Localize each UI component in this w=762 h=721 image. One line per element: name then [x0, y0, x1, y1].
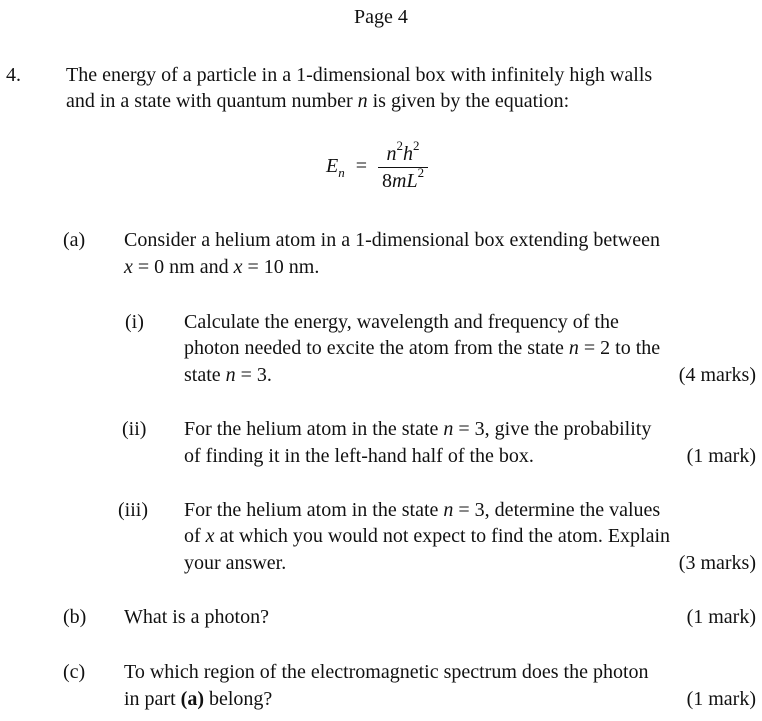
- part-a-iii-line3: your answer.: [184, 552, 287, 574]
- numerator-n-exp: 2: [396, 138, 404, 154]
- part-a-ii-line1: [184, 416, 651, 442]
- question-number: 4.: [6, 64, 21, 86]
- intro-var-n: n: [357, 90, 368, 112]
- page-header: Page 4: [354, 6, 408, 28]
- equation-fraction: [378, 138, 428, 194]
- part-a-ii-line1-post: = 3, give the probability: [453, 418, 652, 440]
- numerator-h: h: [403, 143, 414, 165]
- part-a-line1: Consider a helium atom in a 1-dimensional box extending between: [124, 229, 660, 251]
- part-a-ii-line1-var: n: [443, 418, 454, 440]
- denominator-L: L: [406, 170, 418, 192]
- part-c-marks: (1 mark): [686, 688, 756, 710]
- part-a-eq1: = 0 nm and: [132, 256, 234, 278]
- part-a-var-x1: x: [124, 256, 133, 278]
- energy-equation: [326, 138, 428, 194]
- part-a-iii-line2-pre: of: [184, 525, 206, 547]
- numerator-h-exp: 2: [413, 138, 420, 154]
- part-a-label: (a): [63, 229, 86, 251]
- part-a-var-x2: x: [233, 256, 243, 278]
- part-a-iii-line1-pre: For the helium atom in the state: [184, 499, 444, 521]
- equation-equals: =: [355, 155, 367, 178]
- part-a-i-line2-post: = 2 to the: [578, 337, 661, 359]
- part-a-i-marks: (4 marks): [678, 364, 756, 386]
- part-c-line2-bold: (a): [180, 688, 204, 710]
- part-b-text: What is a photon?: [124, 606, 269, 628]
- part-a-ii-marks: (1 mark): [686, 445, 756, 467]
- part-c-line2-post: belong?: [203, 688, 273, 710]
- equation-numerator: [383, 138, 424, 167]
- part-c-line2-pre: in part: [124, 688, 181, 710]
- part-a-i-line3: [184, 362, 272, 388]
- part-a-iii-line2-post: at which you would not expect to find the atom. Explain: [214, 525, 671, 547]
- denominator-8: 8: [382, 170, 392, 192]
- part-b-marks: (1 mark): [686, 606, 756, 628]
- denominator-m: m: [392, 170, 407, 192]
- part-a-line2: [124, 254, 319, 280]
- equation-lhs-sub: n: [338, 165, 345, 181]
- part-b-label: (b): [63, 606, 87, 628]
- intro-text-post: is given by the equation:: [367, 90, 570, 112]
- part-a-i-line3-post: = 3.: [235, 364, 272, 386]
- part-a-ii-line1-pre: For the helium atom in the state: [184, 418, 444, 440]
- numerator-n: n: [386, 143, 397, 165]
- part-a-i-line3-pre: state: [184, 364, 226, 386]
- denominator-L-exp: 2: [417, 165, 425, 181]
- part-a-iii-line2: [184, 523, 670, 549]
- part-a-i-line2-var: n: [568, 337, 579, 359]
- part-a-iii-line2-var: x: [205, 525, 215, 547]
- part-c-line2: [124, 686, 272, 712]
- part-a-iii-line1-var: n: [443, 499, 454, 521]
- part-a-iii-line1-post: = 3, determine the values: [453, 499, 661, 521]
- equation-denominator: [378, 165, 428, 194]
- question-intro-line1: The energy of a particle in a 1-dimensional box with infinitely high walls: [66, 64, 653, 86]
- part-a-i-line1: Calculate the energy, wavelength and frequency of the: [184, 311, 619, 333]
- equation-lhs-E: E: [326, 155, 339, 178]
- part-c-label: (c): [63, 661, 86, 683]
- part-a-i-line2: [184, 335, 660, 361]
- part-c-line1: To which region of the electromagnetic spectrum does the photon: [124, 661, 649, 683]
- question-intro-line2: [66, 88, 569, 114]
- part-a-eq2: = 10 nm.: [242, 256, 320, 278]
- part-a-iii-marks: (3 marks): [678, 552, 756, 574]
- part-a-ii-label: (ii): [122, 418, 147, 440]
- part-a-iii-line1: [184, 497, 660, 523]
- part-a-ii-line2: of finding it in the left-hand half of the box.: [184, 445, 534, 467]
- part-a-i-line2-pre: photon needed to excite the atom from the state: [184, 337, 569, 359]
- intro-text-pre: and in a state with quantum number: [66, 90, 358, 112]
- part-a-iii-label: (iii): [118, 499, 148, 521]
- part-a-i-line3-var: n: [225, 364, 236, 386]
- part-a-i-label: (i): [125, 311, 144, 333]
